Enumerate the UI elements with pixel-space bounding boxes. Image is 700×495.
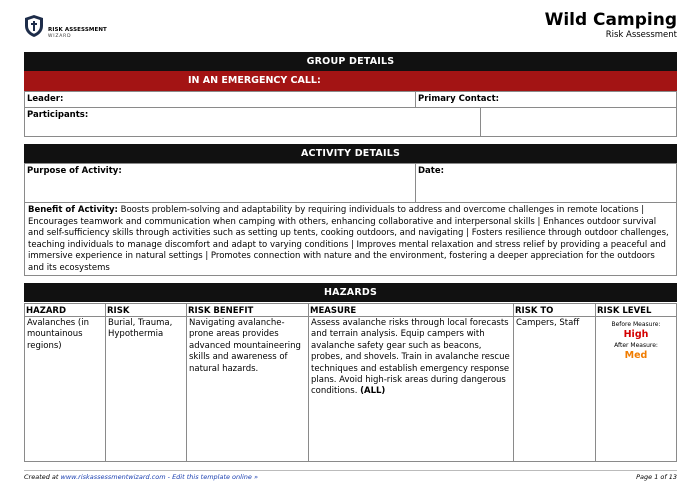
measure-text: Assess avalanche risks through local forecasts and terrain analysis. Equip campers with avalanche safety gear such as beacons, probes, and shovels. Train in avalanche rescue techniques and establish emergency response plans. Avoid high-risk areas during dangerous conditions.	[311, 318, 510, 397]
benefit-text: Boosts problem-solving and adaptability by requiring individuals to address and overcome challenges in remote locations | Encourages teamwork and communication when camping with others, enhancing collaborative and interpersonal skills | Enhances outdoor survival and self-sufficiency skills through activities such as setting up tents, cooking outdoors, and navigating | Fosters resilience through outdoor challenges, teaching individuals to manage discomfort and adapt to varying conditions | Improves mental relaxation and stress relief by providing a peaceful and immersive experience in natural settings | Promotes connection with nature and the environment, fostering a deeper appreciation for the outdoors and its ecosystems	[28, 205, 669, 273]
document-subtitle: Risk Assessment	[605, 30, 677, 40]
risk-to-cell: Campers, Staff	[513, 317, 595, 462]
footer-divider	[24, 470, 677, 471]
risk-level-cell	[595, 317, 677, 462]
hazard-cell: Avalanches (in mountainous regions)	[24, 317, 105, 462]
before-measure-label: Before Measure:	[611, 321, 661, 328]
shield-logo-icon	[24, 14, 44, 38]
benefit-of-activity	[24, 202, 677, 276]
hazards-heading: HAZARDS	[24, 283, 677, 302]
purpose-field[interactable]	[24, 163, 416, 203]
document-header	[24, 10, 677, 46]
after-measure-level: Med	[624, 350, 648, 361]
after-measure-label: After Measure:	[614, 342, 658, 349]
col-header-risk-benefit: RISK BENEFIT	[186, 303, 308, 317]
leader-label: Leader:	[27, 94, 64, 104]
benefit-label: Benefit of Activity:	[28, 205, 118, 215]
footer-credit	[24, 473, 258, 481]
risk-benefit-cell: Navigating avalanche-prone areas provides advanced mountaineering skills and awareness of natural hazards.	[186, 317, 308, 462]
footer-created-prefix: Created at	[24, 473, 59, 481]
measure-tag: (ALL)	[360, 386, 386, 397]
primary-contact-field[interactable]	[415, 91, 677, 108]
emergency-call-bar	[24, 71, 677, 91]
leader-field[interactable]	[24, 91, 416, 108]
emergency-call-label: IN AN EMERGENCY CALL:	[188, 75, 321, 86]
col-header-measure: MEASURE	[308, 303, 513, 317]
col-header-risk: RISK	[105, 303, 186, 317]
date-field[interactable]	[415, 163, 677, 203]
measure-cell	[308, 317, 513, 462]
col-header-risk-to: RISK TO	[513, 303, 595, 317]
before-measure-level: High	[623, 329, 649, 340]
primary-contact-label: Primary Contact:	[418, 94, 500, 104]
col-header-hazard: HAZARD	[24, 303, 105, 317]
participants-extra-field[interactable]	[480, 107, 677, 137]
participants-label: Participants:	[27, 110, 89, 120]
footer-site-link[interactable]: www.riskassessmentwizard.com	[60, 473, 166, 481]
document-title: Wild Camping	[544, 10, 677, 30]
participants-field[interactable]	[24, 107, 481, 137]
logo-subtext: WIZARD	[48, 34, 72, 39]
risk-cell: Burial, Trauma, Hypothermia	[105, 317, 186, 462]
footer-edit-link[interactable]: - Edit this template online »	[167, 473, 258, 481]
purpose-label: Purpose of Activity:	[27, 166, 122, 176]
col-header-risk-level: RISK LEVEL	[595, 303, 677, 317]
logo	[24, 14, 114, 44]
logo-text: RISK ASSESSMENT	[48, 27, 107, 33]
group-details-heading: GROUP DETAILS	[24, 52, 677, 71]
date-label: Date:	[418, 166, 445, 176]
activity-details-heading: ACTIVITY DETAILS	[24, 144, 677, 163]
page-number: Page 1 of 13	[636, 473, 677, 481]
